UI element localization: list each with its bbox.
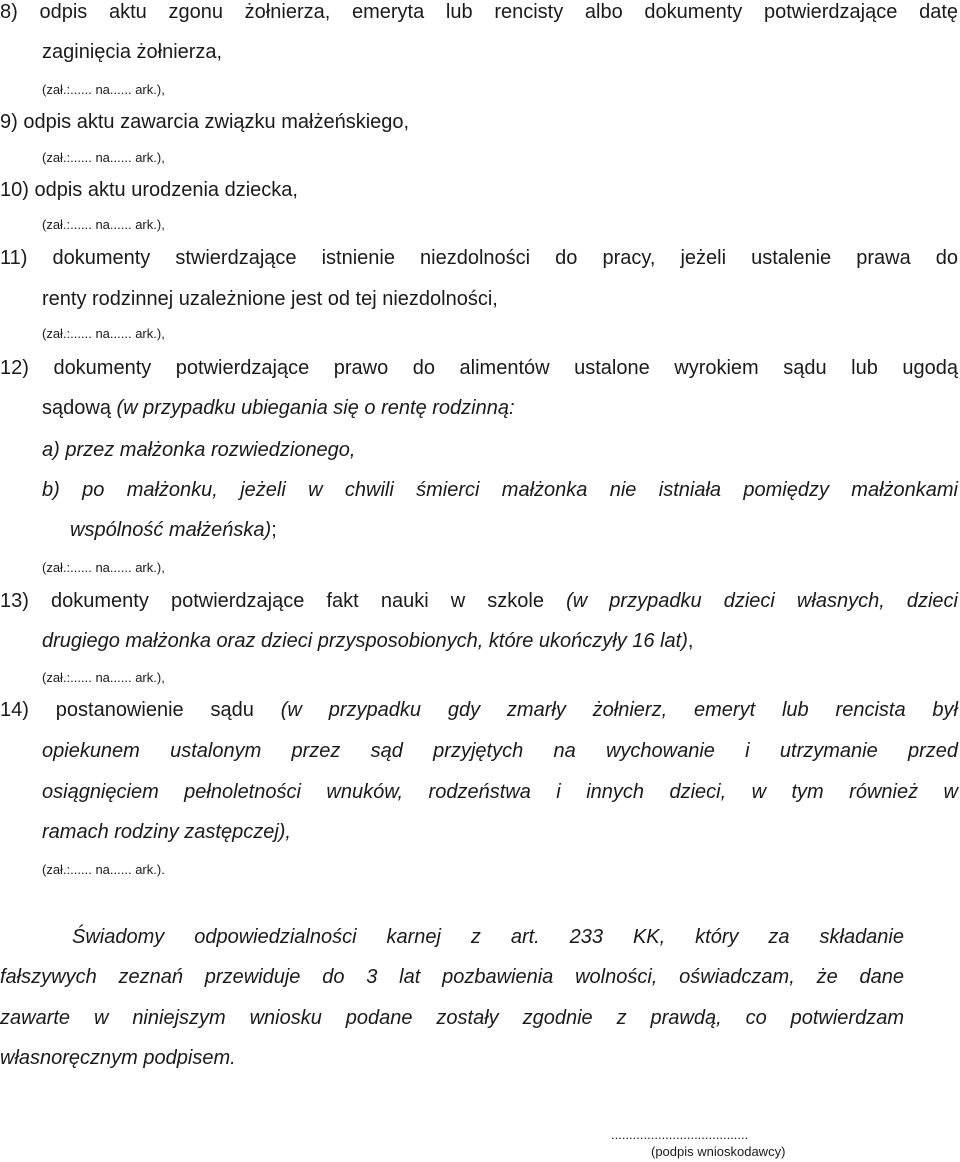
item-9-line-1: 9) odpis aktu zawarcia związku małżeńskiego, <box>0 111 410 133</box>
item-12-option-b-line-2 <box>70 518 277 542</box>
item-10-attachment: (zał.:...... na...... ark.), <box>42 217 165 232</box>
item-8-line-1: 8) odpis aktu zgonu żołnierza, emeryta lub rencisty albo dokumenty potwierdzające datę <box>0 1 958 23</box>
item-11-attachment: (zał.:...... na...... ark.), <box>42 326 165 341</box>
item-14-line-3: osiągnięciem pełnoletności wnuków, rodzeństwa i innych dzieci, w tym również w <box>42 781 958 803</box>
item-14-line-1-normal: 14) postanowienie sądu <box>0 699 281 721</box>
item-13-line-1 <box>0 589 958 613</box>
item-13-attachment: (zał.:...... na...... ark.), <box>42 670 165 685</box>
item-11-line-2: renty rodzinnej uzależnione jest od tej niezdolności, <box>42 288 498 310</box>
item-14-attachment: (zał.:...... na...... ark.). <box>42 862 165 877</box>
item-13-line-1-italic: (w przypadku dzieci własnych, dzieci <box>566 590 958 612</box>
item-12-option-b-line-2-italic: wspólność małżeńska) <box>70 519 272 541</box>
signature-line: ...................................... <box>611 1127 749 1142</box>
item-12-attachment: (zał.:...... na...... ark.), <box>42 560 165 575</box>
item-10-line-1: 10) odpis aktu urodzenia dziecka, <box>0 179 298 201</box>
item-12-line-2 <box>42 396 515 420</box>
item-13-line-2-normal: , <box>687 630 694 652</box>
item-11-line-1: 11) dokumenty stwierdzające istnienie niezdolności do pracy, jeżeli ustalenie prawa do <box>0 247 958 269</box>
signature-label: (podpis wnioskodawcy) <box>651 1144 786 1159</box>
item-14-line-1-italic: (w przypadku gdy zmarły żołnierz, emeryt lub rencista był <box>280 699 958 721</box>
declaration-line-4: własnoręcznym podpisem. <box>0 1047 236 1069</box>
item-12-option-b-line-2-normal: ; <box>271 519 277 541</box>
item-14-line-1 <box>0 698 958 722</box>
item-12-line-2-italic: (w przypadku ubiegania się o rentę rodzinną: <box>116 397 515 419</box>
declaration-line-3: zawarte w niniejszym wniosku podane zostały zgodnie z prawdą, co potwierdzam <box>0 1007 904 1029</box>
item-12-option-b-line-1: b) po małżonku, jeżeli w chwili śmierci małżonka nie istniała pomiędzy małżonkami <box>42 479 958 501</box>
item-13-line-1-normal: 13) dokumenty potwierdzające fakt nauki w szkole <box>0 590 567 612</box>
item-13-line-2 <box>42 629 693 653</box>
declaration-line-1: Świadomy odpowiedzialności karnej z art. 233 KK, który za składanie <box>72 926 904 948</box>
item-12-option-a <box>42 438 356 462</box>
item-12-line-1: 12) dokumenty potwierdzające prawo do alimentów ustalone wyrokiem sądu lub ugodą <box>0 357 958 379</box>
item-14-line-4: ramach rodziny zastępczej), <box>42 821 291 843</box>
item-12-line-2-normal: sądową <box>42 397 117 419</box>
declaration-line-2: fałszywych zeznań przewiduje do 3 lat pozbawienia wolności, oświadczam, że dane <box>0 966 904 988</box>
item-13-line-2-italic: drugiego małżonka oraz dzieci przysposobionych, które ukończyły 16 lat) <box>42 630 688 652</box>
item-12-option-a-text: a) przez małżonka rozwiedzionego, <box>42 439 356 461</box>
item-8-attachment: (zał.:...... na...... ark.), <box>42 82 165 97</box>
item-9-attachment: (zał.:...... na...... ark.), <box>42 150 165 165</box>
item-14-line-2: opiekunem ustalonym przez sąd przyjętych na wychowanie i utrzymanie przed <box>42 740 958 762</box>
item-8-line-2: zaginięcia żołnierza, <box>42 41 223 63</box>
